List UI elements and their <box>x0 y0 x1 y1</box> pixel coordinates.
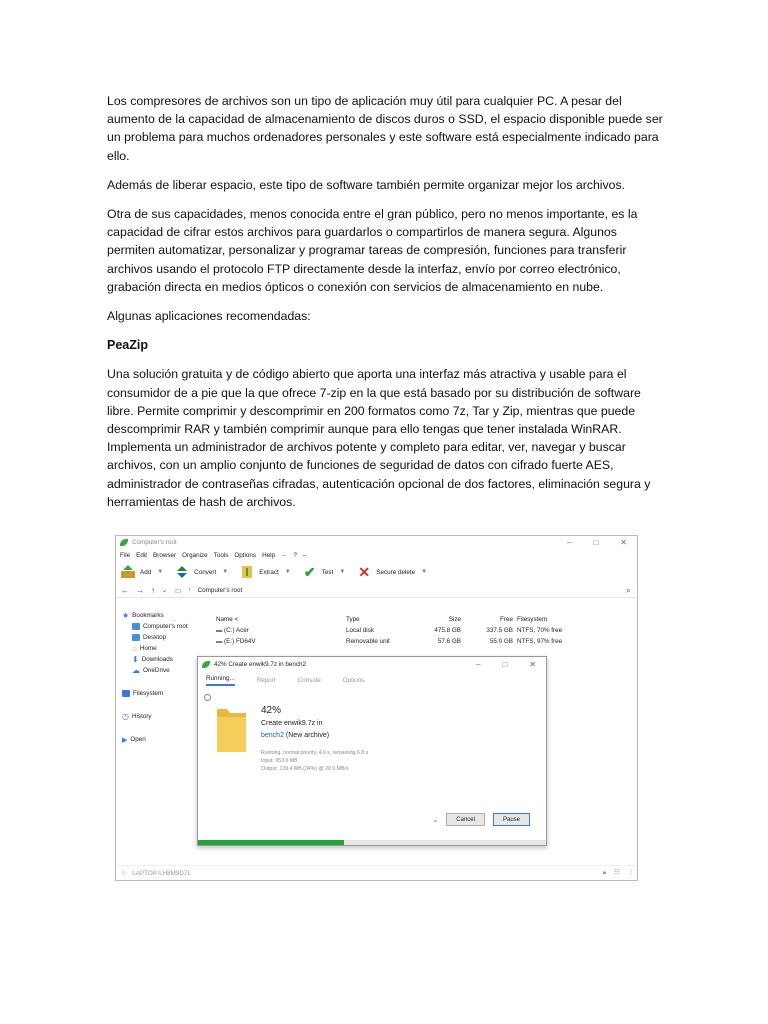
radio-button[interactable] <box>204 694 211 701</box>
view-icon[interactable]: ☷ <box>614 869 620 876</box>
row-size: 57.6 GB <box>437 638 461 645</box>
tab-report[interactable]: Report <box>256 676 276 684</box>
dialog-minimize-button[interactable]: – <box>476 659 481 669</box>
tab-console[interactable]: Console <box>297 676 321 684</box>
computer-icon <box>132 623 140 630</box>
convert-button[interactable] <box>174 564 234 580</box>
column-filesystem[interactable]: Filesystem <box>517 616 548 623</box>
search-icon[interactable]: ⌕ <box>625 584 631 595</box>
test-label: Test <box>321 568 334 576</box>
progress-fill <box>198 840 344 845</box>
filesystem-icon <box>122 690 130 697</box>
sidebar-item-computers-root[interactable] <box>116 621 196 632</box>
task-details <box>261 749 368 773</box>
row-type: Removable unit <box>346 638 390 645</box>
extract-label: Extract <box>259 568 279 576</box>
sidebar-item-label: Filesystem <box>133 690 164 697</box>
menu-help[interactable]: Help <box>262 551 276 559</box>
row-free: 55.0 GB <box>489 638 513 645</box>
cancel-button[interactable]: Cancel <box>446 813 485 826</box>
secure-delete-button[interactable] <box>356 564 433 580</box>
column-free[interactable]: Free <box>500 616 513 623</box>
sidebar-item-label: Desktop <box>143 634 167 641</box>
sidebar-item-label: Bookmarks <box>132 612 164 619</box>
extract-icon <box>239 564 255 580</box>
file-list <box>171 614 631 647</box>
row-fs: NTFS, 70% free <box>517 627 563 634</box>
menu-bar <box>116 549 637 561</box>
row-name: (E:) FD64V <box>224 638 256 645</box>
close-button[interactable]: ✕ <box>620 538 627 547</box>
desktop-icon <box>132 634 140 641</box>
task-target <box>261 732 329 739</box>
window-title: Computer's root <box>132 539 177 546</box>
folder-icon <box>215 703 248 754</box>
sidebar <box>116 610 196 745</box>
history-icon: ◷ <box>122 712 129 721</box>
forward-arrow-icon[interactable]: → <box>136 585 144 595</box>
row-free: 337.5 GB <box>486 627 513 634</box>
extract-button[interactable] <box>239 564 297 580</box>
sidebar-item-label: Home <box>139 645 157 652</box>
maximize-button[interactable]: □ <box>593 538 599 547</box>
open-icon: ▶ <box>122 736 128 744</box>
menu-file[interactable]: File <box>120 551 131 559</box>
drive-icon: ▬ <box>216 627 225 634</box>
sidebar-item-label: Open <box>130 736 146 743</box>
address-path[interactable]: Computer's root <box>197 586 243 594</box>
column-type[interactable]: Type <box>346 616 360 623</box>
column-name[interactable]: Name < <box>216 616 239 623</box>
sidebar-item-filesystem[interactable] <box>116 688 196 699</box>
dialog-buttons <box>432 813 530 826</box>
sidebar-item-history[interactable] <box>116 711 196 722</box>
lock-icon[interactable]: 🔒︎ <box>602 869 607 876</box>
dialog-titlebar <box>198 657 546 671</box>
target-suffix: (New archive) <box>283 732 330 739</box>
paragraph: Algunas aplicaciones recomendadas: <box>107 309 311 324</box>
cloud-icon: ☁ <box>132 666 140 675</box>
column-size[interactable]: Size <box>448 616 461 623</box>
computer-icon: ▭ <box>174 585 182 595</box>
progress-percent: 42% <box>261 705 282 716</box>
section-heading: PeaZip <box>107 338 148 353</box>
minimize-button[interactable]: – <box>567 538 572 547</box>
progress-bar <box>198 840 546 845</box>
sidebar-item-home[interactable] <box>116 643 196 654</box>
window-titlebar <box>116 536 637 549</box>
sidebar-item-open[interactable] <box>116 734 196 745</box>
check-icon: ✔ <box>303 563 316 580</box>
paragraph: Además de liberar espacio, este tipo de software también permite organizar mejor los archivos. <box>107 177 626 192</box>
status-text: LAPTOP-LH8M9D7L <box>132 869 191 877</box>
chevron-down-icon: ▼ <box>339 569 346 575</box>
peazip-screenshot <box>115 535 638 881</box>
menu-edit[interactable]: Edit <box>136 551 148 559</box>
table-row[interactable] <box>216 625 631 636</box>
sidebar-item-label: Computer's root <box>143 623 188 630</box>
download-icon: ⬇ <box>132 655 139 664</box>
drive-icon: ▬ <box>216 638 225 645</box>
paragraph: Otra de sus capacidades, menos conocida entre el gran público, pero no menos importante, es la capacidad de cifrar estos archivos para guardarlos o compartirlos de manera segura. Algunos permiten automatizar, personalizar y programar tareas de compresión, funciones para transferir archivos usando el protocolo FTP directamente desde la interfaz, envío por correo electrónico, grabación directa en medios ópticos o conexión con servicios de almacenamiento en nube. <box>107 207 638 294</box>
detail-line: Running, normal priority, 4.0 s, remaining 6.8 s <box>261 750 369 756</box>
dialog-close-button[interactable]: ✕ <box>529 659 536 669</box>
menu-tools[interactable]: Tools <box>213 551 229 559</box>
add-button[interactable] <box>120 564 169 580</box>
paragraph: Una solución gratuita y de código abierto que aporta una interfaz más atractiva y usable para el consumidor de a pie que la que ofrece 7-zip en la que está basado por su distribución de software libre. Permite comprimir y descomprimir en 200 formatos como 7z, Tar y Zip, mientras que puede descomprimir RAR y también comprimir aunque para ello tengas que tener instalada WinRAR. Implementa un administrador de archivos potente y completo para editar, ver, navegar y buscar archivos, con un amplio conjunto de funciones de seguridad de datos con cifrado fuerte AES, administrador de contraseñas cifradas, autenticación opcional de dos factores, eliminación segura y herramientas de hash de archivos. <box>107 367 651 509</box>
sidebar-item-desktop[interactable] <box>116 632 196 643</box>
back-arrow-icon[interactable]: ← <box>121 585 129 595</box>
home-icon: ⌂ <box>132 644 137 653</box>
secure-delete-label: Secure delete <box>376 568 416 576</box>
row-type: Local disk <box>346 627 375 634</box>
table-row[interactable] <box>216 636 631 647</box>
history-chevron-icon[interactable]: ⌄ <box>162 587 168 594</box>
detail-line: Output: 139.4 MB (34%) @ 20.9 MB/s <box>261 766 349 772</box>
sidebar-item-downloads[interactable] <box>116 654 196 665</box>
row-name: (C:) Acer <box>224 627 249 634</box>
sidebar-item-onedrive[interactable] <box>116 665 196 676</box>
task-description: Create enwik9.7z in <box>261 720 323 727</box>
chevron-down-icon[interactable]: ⌄ <box>432 816 439 824</box>
peazip-logo-icon <box>202 661 210 668</box>
star-icon: ★ <box>122 611 130 620</box>
convert-icon <box>174 564 190 580</box>
chevron-down-icon: ▼ <box>222 569 229 575</box>
chevron-down-icon: ▼ <box>421 569 428 575</box>
add-label: Add <box>140 568 152 576</box>
convert-label: Convert <box>194 568 217 576</box>
test-button[interactable] <box>302 564 352 580</box>
dialog-maximize-button[interactable]: □ <box>502 659 508 669</box>
menu-browser[interactable]: Browser <box>153 551 177 559</box>
sidebar-item-label: OneDrive <box>143 667 170 674</box>
menu-options[interactable]: Options <box>234 551 257 559</box>
secure-delete-icon: ✕ <box>358 563 371 580</box>
more-icon[interactable]: ⋮ <box>627 869 634 876</box>
list-header <box>171 614 631 625</box>
tab-running[interactable]: Running... <box>206 675 235 686</box>
menu-question[interactable]: ? <box>293 551 297 559</box>
peazip-logo-icon <box>120 539 128 546</box>
status-bar <box>116 865 638 880</box>
chevron-down-icon: ▼ <box>284 569 291 575</box>
menu-organize[interactable]: Organize <box>182 551 208 559</box>
sidebar-item-bookmarks[interactable] <box>116 610 196 621</box>
target-link[interactable]: bench2 <box>261 732 284 739</box>
menu-back[interactable]: ← <box>281 551 288 559</box>
paragraph: Los compresores de archivos son un tipo de aplicación muy útil para cualquier PC. A pesar del aumento de la capacidad de almacenamiento de discos duros o SSD, el espacio disponible puede ser un problema para muchos ordenadores personales y este software está especialmente indicado para ello. <box>107 94 663 163</box>
add-icon <box>120 564 136 580</box>
document-body <box>107 92 663 522</box>
progress-dialog <box>197 656 547 846</box>
tab-options[interactable]: Options <box>342 676 365 684</box>
network-icon: ⊹ <box>121 869 127 877</box>
column-dots: ... <box>171 616 177 623</box>
row-size: 475.8 GB <box>434 627 461 634</box>
pause-button[interactable]: Pause <box>493 813 530 826</box>
dialog-title: 42% Create enwik9.7z in bench2 <box>214 660 307 668</box>
sidebar-item-label: History <box>131 713 152 720</box>
breadcrumb-separator: › <box>188 587 191 593</box>
dialog-tabs <box>198 671 546 689</box>
menu-dash[interactable]: – <box>302 551 307 559</box>
toolbar <box>116 561 637 583</box>
address-bar <box>116 583 637 598</box>
sidebar-item-label: Downloads <box>141 656 173 663</box>
up-arrow-icon[interactable]: ↑ <box>151 585 155 595</box>
row-fs: NTFS, 97% free <box>517 638 563 645</box>
detail-line: Input: 953.6 MB <box>261 758 298 764</box>
chevron-down-icon: ▼ <box>157 569 164 575</box>
